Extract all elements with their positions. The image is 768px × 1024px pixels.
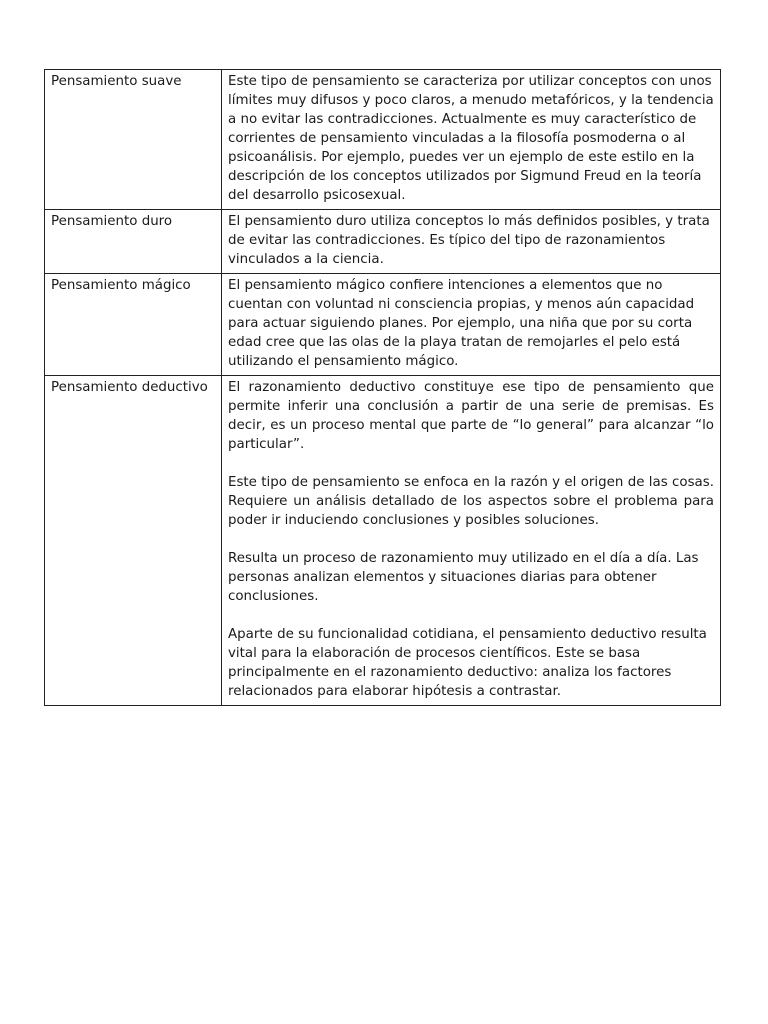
- description-cell: [222, 274, 721, 376]
- term-cell: Pensamiento duro: [45, 210, 222, 274]
- description-paragraph: El razonamiento deductivo constituye ese tipo de pensamiento que permite inferir una conclusión a partir de una serie de premisas. Es decir, es un proceso mental que parte de “lo general” para alcanzar “lo particular”.: [228, 380, 714, 452]
- table-row-pensamiento-duro: [45, 210, 721, 274]
- description-paragraph: El pensamiento duro utiliza conceptos lo más definidos posibles, y trata de evitar las contradicciones. Es típico del tipo de razonamientos vinculados a la ciencia.: [228, 214, 710, 267]
- table-row-pensamiento-suave: [45, 70, 721, 210]
- term-cell: Pensamiento deductivo: [45, 376, 222, 706]
- description-cell: [222, 376, 721, 706]
- term-cell: Pensamiento mágico: [45, 274, 222, 376]
- description-paragraph: Aparte de su funcionalidad cotidiana, el pensamiento deductivo resulta vital para la elaboración de procesos científicos. Este se basa principalmente en el razonamiento deductivo: analiza los factores relacionados para elaborar hipótesis a contrastar.: [228, 627, 707, 699]
- description-paragraph: Resulta un proceso de razonamiento muy utilizado en el día a día. Las personas analizan elementos y situaciones diarias para obtener conclusiones.: [228, 551, 699, 604]
- description-cell: [222, 210, 721, 274]
- description-paragraph: Este tipo de pensamiento se caracteriza por utilizar conceptos con unos límites muy difusos y poco claros, a menudo metafóricos, y la tendencia a no evitar las contradicciones. Actualmente es muy característico de corrientes de pensamiento vinculadas a la filosofía posmoderna o al psicoanálisis. Por ejemplo, puedes ver un ejemplo de este estilo en la descripción de los conceptos utilizados por Sigmund Freud en la teoría del desarrollo psicosexual.: [228, 74, 714, 203]
- table-row-pensamiento-deductivo: [45, 376, 721, 706]
- concepts-table: [44, 69, 721, 706]
- table-row-pensamiento-magico: [45, 274, 721, 376]
- description-paragraph: Este tipo de pensamiento se enfoca en la razón y el origen de las cosas. Requiere un análisis detallado de los aspectos sobre el problema para poder ir induciendo conclusiones y posibles soluciones.: [228, 475, 714, 528]
- description-cell: [222, 70, 721, 210]
- description-paragraph: El pensamiento mágico confiere intenciones a elementos que no cuentan con voluntad ni consciencia propias, y menos aún capacidad para actuar siguiendo planes. Por ejemplo, una niña que por su corta edad cree que las olas de la playa tratan de remojarles el pelo está utilizando el pensamiento mágico.: [228, 278, 695, 369]
- term-cell: Pensamiento suave: [45, 70, 222, 210]
